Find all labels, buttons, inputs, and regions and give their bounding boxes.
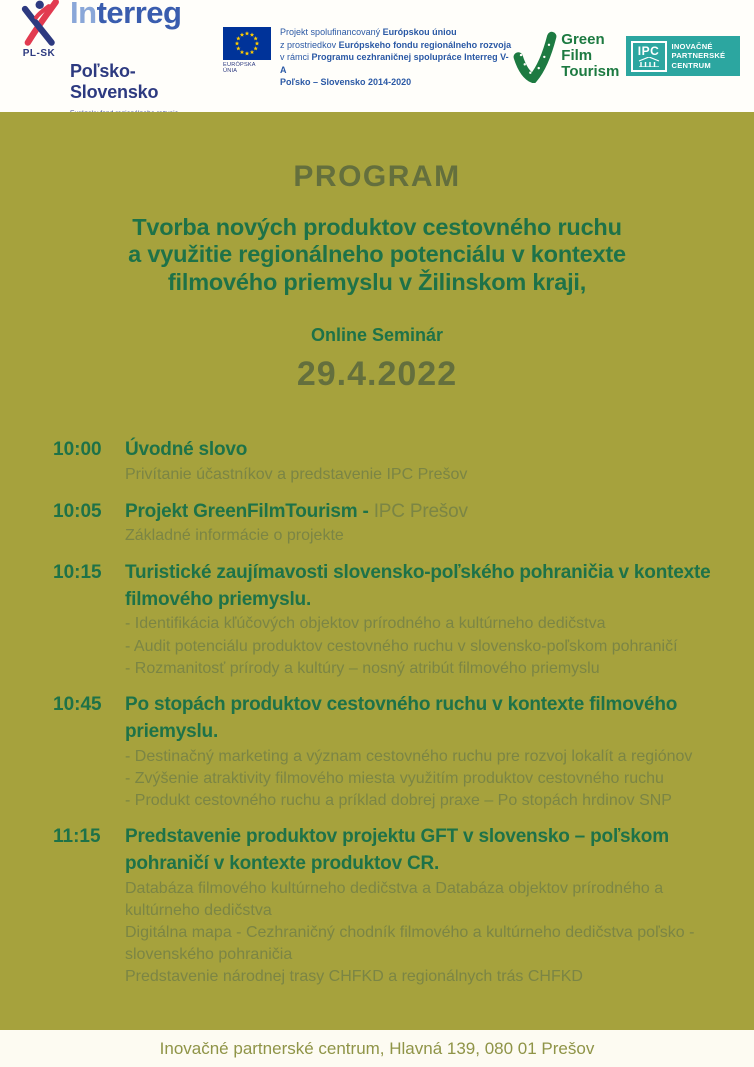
interreg-wordmark xyxy=(62,0,181,28)
schedule-body xyxy=(125,824,717,988)
schedule-time: 10:05 xyxy=(53,500,102,522)
seminar-format-label: Online Seminár xyxy=(310,325,444,346)
eu-flag-wrap xyxy=(223,27,271,74)
gft-line-2: Film xyxy=(561,46,593,64)
schedule-body xyxy=(125,692,717,812)
logo-header xyxy=(0,0,754,112)
ipc-logo xyxy=(626,36,740,76)
footer-bar xyxy=(0,1030,754,1067)
schedule-line: - Audit potenciálu produktov cestovného ruchu v slovensko-poľskom pohraničí xyxy=(125,637,678,655)
schedule-item xyxy=(53,692,720,812)
eu-text-line: v rámci Programu cezhraničnej spolupráce Interreg V-A xyxy=(280,52,509,75)
footer-address: Inovačné partnerské centrum, Hlavná 139, 080 01 Prešov xyxy=(159,1038,595,1058)
schedule-line: Základné informácie o projekte xyxy=(125,527,344,545)
interreg-plsk-label: PL-SK xyxy=(22,48,56,59)
interreg-logo-top xyxy=(16,0,223,59)
schedule-item xyxy=(53,560,720,680)
poster-body xyxy=(0,112,754,1030)
schedule-item xyxy=(53,499,720,548)
interreg-figure xyxy=(16,0,62,59)
schedule-title-main: Predstavenie produktov projektu GFT v slovensko – poľskom pohraničí v kontexte produktov CR. xyxy=(125,825,669,874)
seminar-title-line-1: Tvorba nových produktov cestovného ruchu xyxy=(132,214,622,240)
page-title: PROGRAM xyxy=(293,160,461,193)
schedule-time: 10:00 xyxy=(53,439,102,461)
schedule-lines xyxy=(125,878,717,988)
schedule-lines xyxy=(125,746,717,812)
eu-flag-caption: EURÓPSKA ÚNIA xyxy=(223,62,256,75)
ipc-wordmark xyxy=(672,42,726,70)
schedule-line: - Identifikácia kľúčových objektov prírodného a kultúrneho dedičstva xyxy=(125,615,606,633)
schedule-title-main: Úvodné slovo xyxy=(125,439,248,461)
schedule-time: 10:15 xyxy=(53,561,102,583)
schedule-body xyxy=(125,499,717,548)
schedule-line: - Destinačný marketing a význam cestovného ruchu pre rozvoj lokalít a regiónov xyxy=(125,747,693,765)
gft-line-3: Tourism xyxy=(561,63,620,81)
schedule-line: Databáza filmového kultúrneho dedičstva a Databáza objektov prírodného a kultúrneho dedičstva xyxy=(125,879,664,919)
seminar-title-line-3: filmového priemyslu v Žilinskom kraji, xyxy=(167,268,587,295)
schedule-line: - Zvýšenie atraktivity filmového miesta využitím produktov cestovného ruchu xyxy=(125,769,664,787)
eu-text-line: Projekt spolufinancovaný Európskou úniou xyxy=(280,27,457,38)
schedule-line: Privítanie účastníkov a predstavenie IPC Prešov xyxy=(125,466,468,484)
interreg-brand-prefix: In xyxy=(70,0,97,30)
green-film-tourism-logo xyxy=(513,29,625,83)
schedule-body xyxy=(125,437,717,486)
eu-text-line: z prostriedkov Európskeho fondu regionálneho rozvoja xyxy=(280,39,512,50)
interreg-program-name: Poľsko-Slovensko xyxy=(70,61,159,102)
ipc-abbr: IPC xyxy=(637,44,660,58)
ipc-line-3: CENTRUM xyxy=(671,60,711,70)
ipc-line-1: INOVAČNÉ xyxy=(671,41,713,51)
interreg-figure-icon xyxy=(18,0,60,47)
schedule-title-main: Projekt GreenFilmTourism - xyxy=(125,500,369,522)
schedule-line: Digitálna mapa - Cezhraničný chodník filmového a kultúrneho dedičstva poľsko - slovenského pohraničia xyxy=(125,923,695,964)
eu-flag-icon xyxy=(223,27,271,60)
schedule-title-main: Turistické zaujímavosti slovensko-poľského pohraničia v kontexte filmového priemyslu. xyxy=(125,561,711,610)
schedule-line: Predstavenie národnej trasy CHFKD a regionálnych trás CHFKD xyxy=(125,968,583,986)
schedule-list xyxy=(0,437,754,1000)
eu-text-line: Poľsko – Slovensko 2014-2020 xyxy=(280,77,412,88)
schedule-title xyxy=(125,692,717,746)
schedule-time: 10:45 xyxy=(53,693,102,715)
schedule-lines xyxy=(125,525,717,547)
schedule-line: - Rozmanitosť prírody a kultúry – nosný atribút filmového priemyslu xyxy=(125,659,600,677)
schedule-item xyxy=(53,437,720,486)
schedule-lines xyxy=(125,613,717,679)
interreg-brand xyxy=(70,0,181,28)
schedule-title xyxy=(125,499,717,526)
schedule-lines xyxy=(125,464,717,486)
schedule-title-suffix: IPC Prešov xyxy=(368,500,468,522)
schedule-title xyxy=(125,824,717,878)
interreg-logo xyxy=(16,0,223,117)
schedule-item xyxy=(53,824,720,988)
schedule-time: 11:15 xyxy=(53,825,101,847)
schedule-title xyxy=(125,437,717,464)
building-icon xyxy=(638,57,660,67)
schedule-title xyxy=(125,560,717,614)
ipc-emblem-box xyxy=(631,41,667,72)
schedule-line: - Produkt cestovného ruchu a príklad dobrej praxe – Po stopách hrdinov SNP xyxy=(125,791,672,809)
eu-cofinancing-block xyxy=(223,23,513,88)
interreg-brand-rest: terreg xyxy=(96,0,182,30)
ipc-line-2: PARTNERSKÉ xyxy=(671,51,726,61)
seminar-date: 29.4.2022 xyxy=(296,355,458,394)
seminar-title-line-2: a využitie regionálneho potenciálu v kontexte xyxy=(128,241,626,268)
schedule-title-main: Po stopách produktov cestovného ruchu v kontexte filmového priemyslu. xyxy=(125,693,678,742)
film-strip-check-icon xyxy=(513,29,557,83)
schedule-body xyxy=(125,560,717,680)
gft-wordmark xyxy=(561,32,619,80)
eu-cofinancing-text xyxy=(280,26,513,88)
seminar-title xyxy=(0,214,754,296)
gft-line-1: Green xyxy=(561,30,605,48)
